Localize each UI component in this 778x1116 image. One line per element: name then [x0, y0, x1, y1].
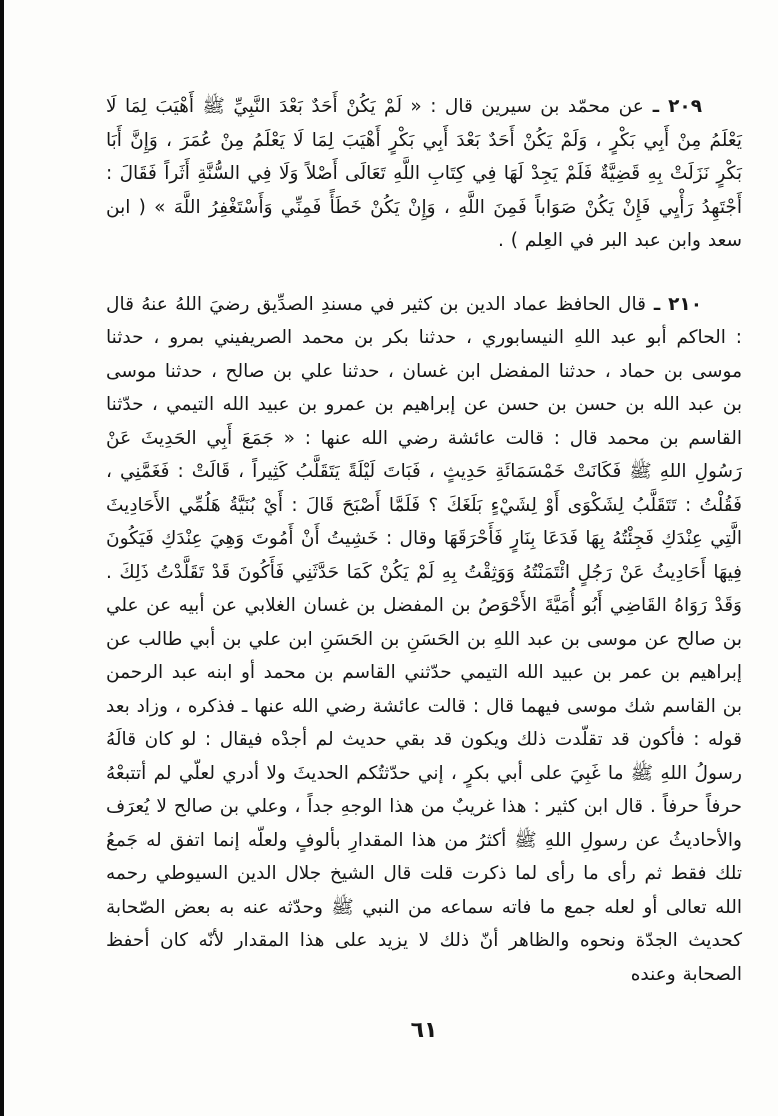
entry-text: عن محمّد بن سيرين قال : « لَمْ يَكُنْ أَحَدٌ بَعْدَ النَّبِيِّ ﷺ أَهْيَبَ لِمَا لَا يَعْلَمُ مِنْ أَبِي بَكْرٍ ، وَلَمْ يَكُنْ أَحَدٌ بَعْدَ أَبِي بَكْرٍ أَهْيَبَ لِمَا لَا يَعْلَمُ مِنْ عُمَرَ ، وَإِنَّ أَبَا بَكْرٍ نَزَلَتْ بِهِ قَضِيَّةٌ فَلَمْ يَجِدْ لَهَا فِي كِتَابِ اللَّهِ تَعَالَى أَصْلاً وَلَا فِي السُّنَّةِ أَثَراً فَقَالَ : أَجْتَهِدُ رَأْيِي فَإِنْ يَكُنْ صَوَاباً فَمِنَ اللَّهِ ، وَإِنْ يَكُنْ خَطَأً فَمِنِّي وَأَسْتَغْفِرُ اللَّهَ » ( ابن سعد وابن عبد البر في العِلم ) .: [106, 96, 742, 251]
page-number: ٦١: [410, 1018, 438, 1043]
entry-number: ٢٠٩ ـ: [643, 96, 702, 117]
entry-number: ٢١٠ ـ: [645, 293, 702, 315]
hadith-entry-209: [106, 90, 742, 258]
hadith-entry-210: [106, 288, 742, 992]
text-block: [106, 90, 742, 1021]
entry-text: قال الحافظ عماد الدين بن كثير في مسندِ الصدِّيق رضيَ اللهُ عنهُ قال : الحاكم أبو عبد اللهِ النيسابوري ، حدثنا بكر بن محمد الصريفيني بمرو ، حدثنا موسى بن حماد ، حدثنا المفضل ابن غسان ، حدثنا علي بن صالح ، حدثنا موسى بن عبد الله بن حسن بن حسن عن إبراهيم بن عمرو بن عبيد الله التيمي ، حدّثنا القاسم بن محمد قال : قالت عائشة رضي الله عنها : « جَمَعَ أَبِي الحَدِيثَ عَنْ رَسُولِ اللهِ ﷺ فَكَانَتْ خَمْسَمَائَةِ حَدِيثٍ ، فَبَاتَ لَيْلَةً يَتَقَلَّبُ كَثِيراً ، قَالَتْ : فَغَمَّنِي ، فَقُلْتُ : تَتَقَلَّبُ لِشَكْوَى أَوْ لِشَيْءٍ بَلَغَكَ ؟ فَلَمَّا أَصْبَحَ قَالَ : أَيْ بُنَيَّةُ هَلُمِّي الأَحَادِيثَ الَّتِي عِنْدَكِ فَجِئْتُهُ بِهَا فَدَعَا بِنَارٍ فَأَحْرَقَهَا وقال : خَشِيتُ أَنْ أَمُوتَ وَهِيَ عِنْدَكِ فَيَكُونَ فِيهَا أَحَادِيثُ عَنْ رَجُلٍ ائْتَمَنْتُهُ وَوَثِقْتُ بِهِ لَمْ يَكُنْ كَمَا حَدَّثَنِي فَأَكُونَ قَدْ تَقَلَّدْتُ ذَلِكَ . وَقَدْ رَوَاهُ القَاضِي أَبُو أُمَيَّةَ الأَحْوَصُ بن المفضل بن غسان الغلابي عن أبيه عن علي بن صالح عن موسى بن عبد اللهِ بن الحَسَنِ بن الحَسَنِ ابن علي بن أبي طالب عن إبراهيم بن عمر بن عبيد الله التيمي حدّثني القاسم بن محمد أو ابنه عبد الرحمن بن القاسم شك موسى فيهما قال : قالت عائشة رضي الله عنها ـ فذكره ، وزاد بعد قوله : فأكون قد تقلّدت ذلك ويكون قد بقي حديث لم أجدْه فيقال : لو كان قالَهُ رسولُ اللهِ ﷺ ما غَبِيَ على أبي بكرٍ ، إني حدّثتُكم الحديثَ ولا أدري لعلّي لم أتتبعْهُ حرفاً حرفاً . قال ابن كثير : هذا غريبٌ من هذا الوجهِ جداً ، وعلي بن صالح لا يُعرَف والأحاديثُ عن رسولِ اللهِ ﷺ أكثرُ من هذا المقدارِ بألوفٍ ولعلّه إنما اتفق له جَمعُ تلك فقط ثم رأى ما رأى لما ذكرت قلت قال الشيخ جلال الدين السيوطي رحمه الله تعالى أو لعله جمع ما فاته سماعه من النبي ﷺ وحدّثه عنه به بعض الصّحابة كحديث الجدّة ونحوه والظاهر أنّ ذلك لا يزيد على هذا المقدار لأنّه كان أحفظ الصحابة وعنده: [106, 293, 742, 985]
